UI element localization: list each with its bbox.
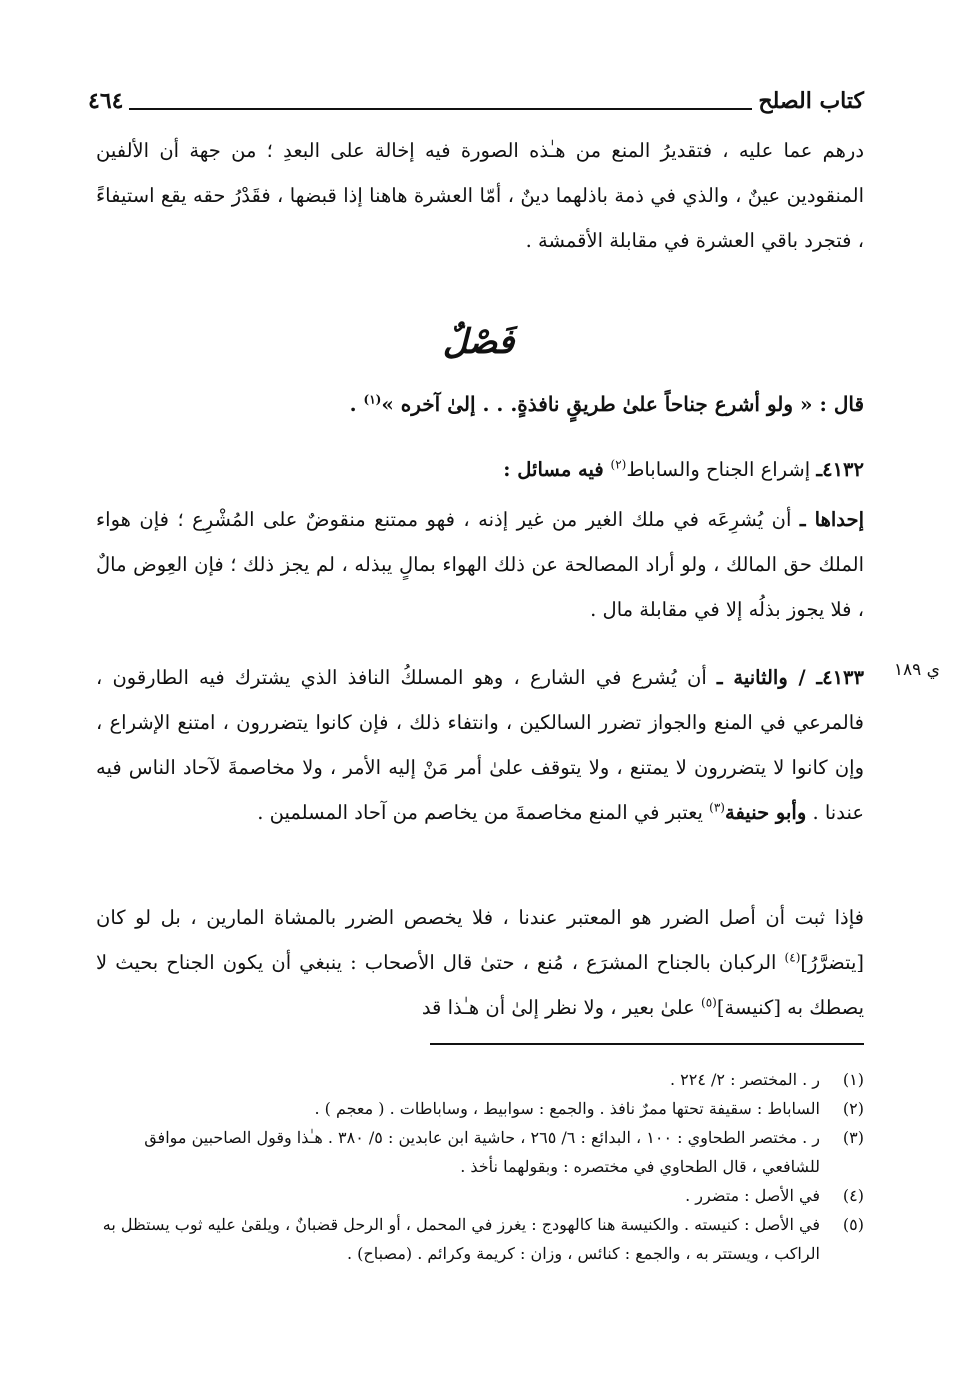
ihdaha-text: أن يُشرِعَه في ملك الغير من غير إذنه ، فهو ممتنع منقوضٌ على المُشْرِع ؛ فإن هواء الملك حق المالك ، ولو أراد المصالحة عن ذلك الهواء بمالٍ يبذله ، لم يجز ذلك ؛ فإن العِوض مالٌ ، فلا يجوز بذلُه إلا في مقابلة مال . — [96, 508, 864, 621]
footnote-text: في الأصل : كنيسته . والكنيسة هنا كالهودج : يغرز في المحمل ، أو الرحل قضبانٌ ، ويلقىٰ عليه ثوب يستظل به الراكب ، ويستتر به ، والجمع : كنائس ، وزان : كريمة وكرائم . (مصباح) . — [102, 1215, 820, 1263]
footnote-number: (٣) — [842, 1128, 864, 1147]
paragraph-number-4132: ٤١٣٢ـ — [816, 458, 864, 481]
p4133-text-b: يعتبر في المنع مخاصمةَ من يخاصم من آحاد المسلمين . — [257, 801, 710, 824]
footnote-text: ر . مختصر الطحاوي : ١٠٠ ، البدائع : ٦/ ٢٦٥ ، حاشية ابن عابدين : ٥/ ٣٨٠ . هـٰذا وقول الصاحبين موافق للشافعي ، قال الطحاوي في مختصره : وبقولهما نأخذ . — [144, 1128, 820, 1176]
p4133-lead: / والثانية ـ — [716, 666, 817, 689]
footnotes — [96, 1065, 864, 1268]
footnote-ref-2: (٢) — [610, 457, 627, 472]
footnote-item — [96, 1094, 864, 1123]
qala-quote: « ولو أشرع جناحاً علىٰ طريقٍ نافذةٍ. . . إلىٰ آخره » — [381, 392, 820, 416]
footnote-number: (٤) — [842, 1186, 864, 1205]
idha-text-c: علىٰ بعير ، ولا نظر إلىٰ أن هـٰذا قد — [421, 996, 701, 1019]
footnote-item — [96, 1181, 864, 1210]
footnote-number: (٢) — [842, 1099, 864, 1118]
paragraph-4133 — [96, 655, 888, 835]
footnote-item — [96, 1065, 864, 1094]
paragraph-idha — [96, 895, 888, 1030]
paragraph-ihdaha — [96, 497, 864, 632]
footnote-ref-1: (١) — [363, 392, 382, 407]
footnote-item — [96, 1210, 864, 1268]
paragraph-number-4133: ٤١٣٣ـ — [816, 666, 864, 689]
section-heading: فَصْلٌ — [442, 322, 515, 362]
ihdaha-lead: إحداها ـ — [799, 508, 864, 531]
book-title: كتاب الصلح — [758, 88, 864, 114]
qala-line — [96, 382, 864, 426]
idha-text-a: فإذا ثبت أن أصل الضرر هو المعتبر عندنا ، فلا يخصص الضرر بالمشاة المارين ، بل لو كان [يتضرَّرُ] — [96, 906, 864, 974]
footnote-text: في الأصل : متضرر . — [685, 1186, 820, 1205]
footnote-ref-3: (٣) — [709, 800, 725, 815]
footnote-text: ر . المختصر : ٢/ ٢٢٤ . — [669, 1070, 820, 1089]
header-rule — [129, 108, 752, 110]
footnote-separator — [430, 1043, 864, 1045]
p4132-text-b: فيه مسائل : — [503, 458, 611, 481]
qala-prefix: قال : — [819, 392, 864, 416]
footnote-ref-5: (٥) — [701, 995, 717, 1010]
footnote-ref-4: (٤) — [784, 950, 801, 965]
footnote-number: (١) — [842, 1070, 864, 1089]
idha-text-b: الركبان بالجناح المشرَع ، مُنع ، حتىٰ قال الأصحاب : ينبغي أن يكون الجناح بحيث لا يصطك به [كنيسة] — [96, 951, 864, 1019]
abu-hanifa: وأبو حنيفة — [724, 801, 807, 824]
paragraph-4132 — [96, 448, 864, 492]
p4133-text-a: أن يُشرع في الشارع ، وهو المسلكُ النافذ الذي يشترك فيه الطارقون ، فالمرعي في المنع والجواز تضرر السالكين ، وانتفاء ذلك ، فإن كانوا يتضررون ، امتنع الإشراع ، وإن كانوا لا يتضررون لا يمتنع ، ولا يتوقف علىٰ أمر مَنْ إليه الأمر ، ولا مخاصمةَ لآحاد الناس فيه عندنا . — [96, 666, 864, 824]
footnote-text: الساباط : سقيفة تحتها ممرٌ نافذ . والجمع : سوابيط ، وساباطات . ( معجم ) . — [314, 1099, 820, 1118]
qala-suffix: . — [349, 392, 364, 416]
page-number: ٤٦٤ — [88, 88, 124, 114]
margin-manuscript-note: ي ١٨٩ — [893, 660, 940, 680]
paragraph-top: درهم عما عليه ، فتقديرُ المنع من هـٰذه الصورة فيه إخالة على البعدِ ؛ من جهة أن الألفين المنقودين عينٌ ، والذي في ذمة باذلهما دينٌ ، أمّا العشرة هاهنا إذا قبضها ، فقَدْرُ حقه يقع استيفاءً ، فتجرد باقي العشرة في مقابلة الأقمشة . — [96, 139, 864, 252]
page-header — [88, 84, 864, 118]
p4132-text-a: إشراع الجناح والساباط — [626, 458, 817, 481]
footnote-number: (٥) — [842, 1215, 864, 1234]
footnote-item — [96, 1123, 864, 1181]
